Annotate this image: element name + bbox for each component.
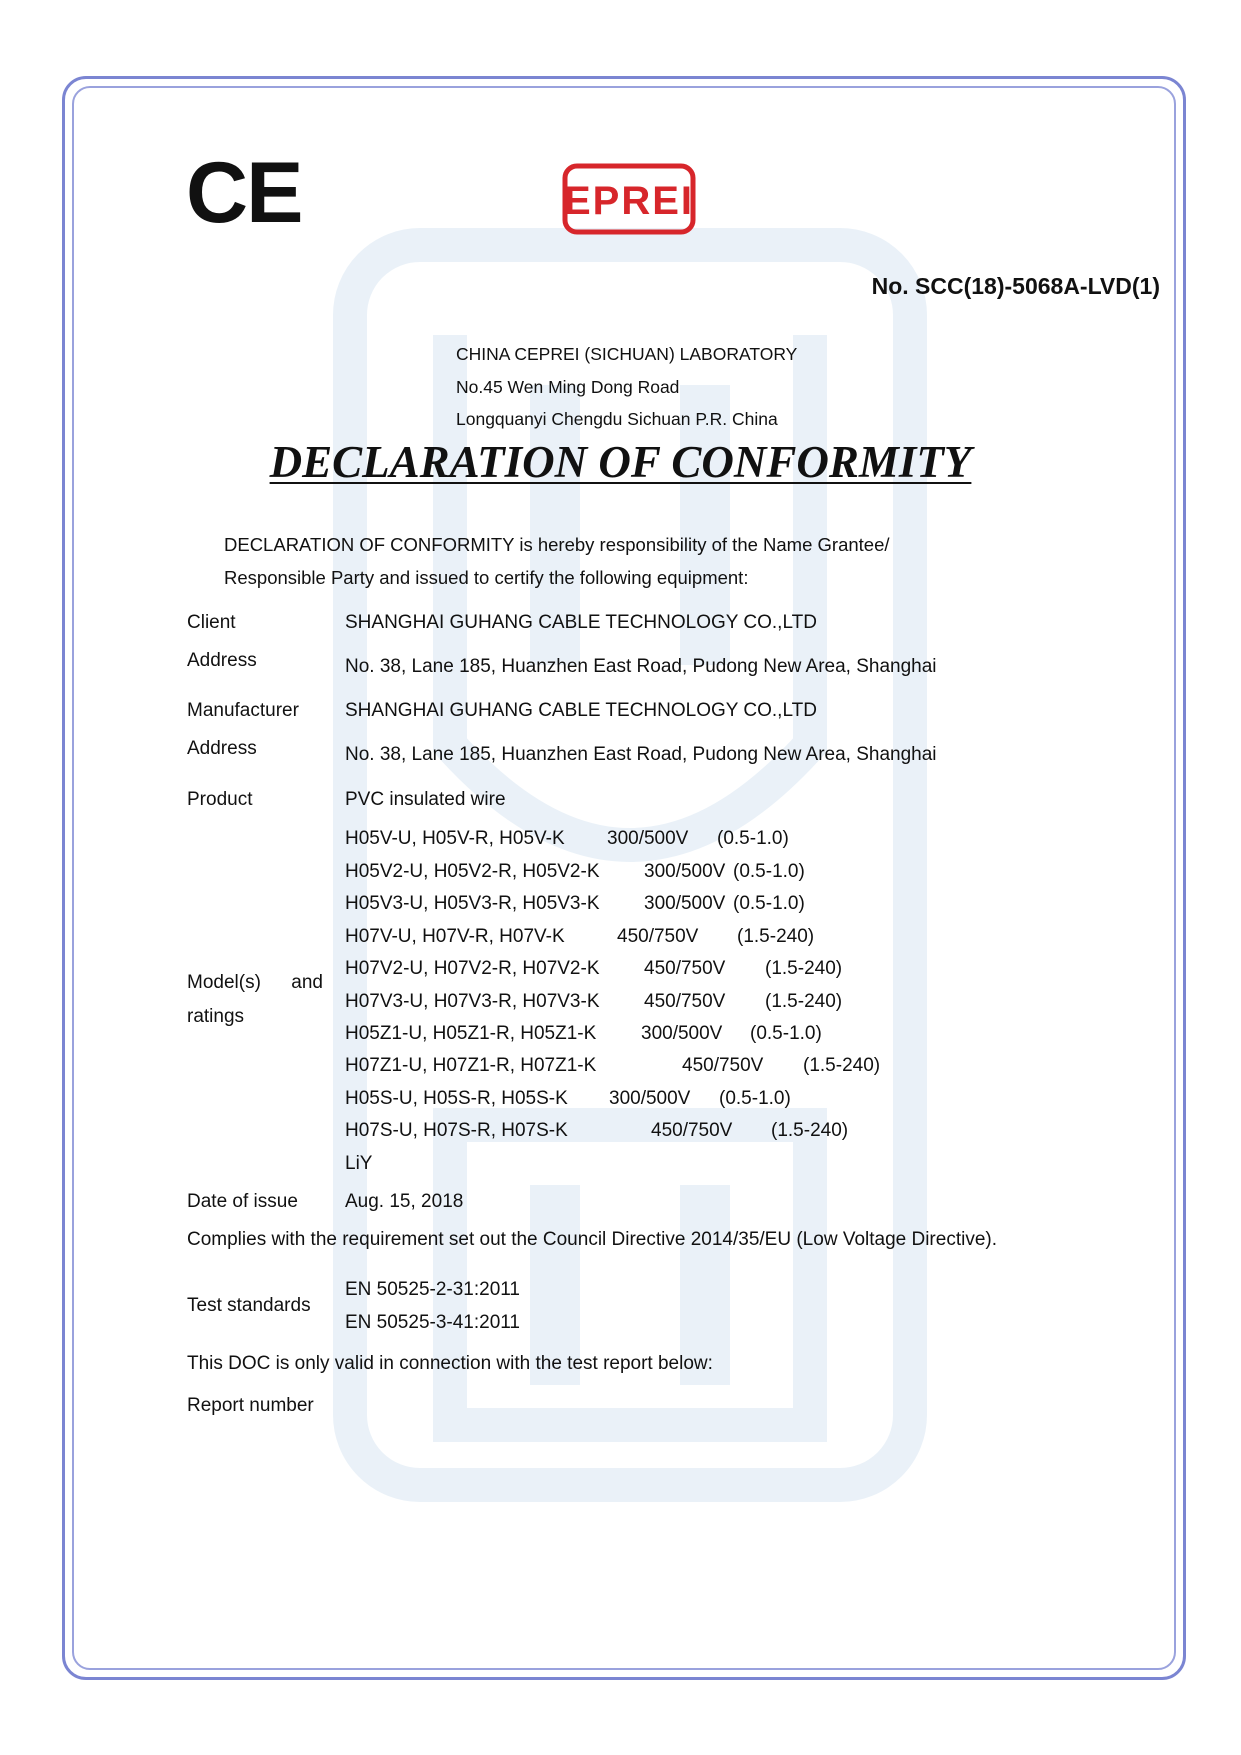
test-standard-item: EN 50525-2-31:2011 xyxy=(345,1279,520,1300)
client-label: Client xyxy=(187,612,236,633)
manufacturer-value: SHANGHAI GUHANG CABLE TECHNOLOGY CO.,LTD xyxy=(345,700,817,721)
model-range: (0.5-1.0) xyxy=(733,893,805,914)
client-address-value: No. 38, Lane 185, Huanzhen East Road, Pudong New Area, Shanghai xyxy=(345,656,937,677)
model-range: (1.5-240) xyxy=(803,1055,881,1076)
model-range: (0.5-1.0) xyxy=(719,1088,791,1109)
model-name: H05Z1-U, H05Z1-R, H05Z1-K xyxy=(345,1023,597,1044)
eprei-logo xyxy=(562,162,698,238)
intro-line1: DECLARATION OF CONFORMITY is hereby responsibility of the Name Grantee/ xyxy=(224,534,890,555)
model-name: H07V3-U, H07V3-R, H07V3-K xyxy=(345,991,600,1012)
model-voltage: 300/500V xyxy=(644,893,726,914)
model-name: H07V2-U, H07V2-R, H07V2-K xyxy=(345,958,600,979)
model-range: (0.5-1.0) xyxy=(733,861,805,882)
compliance-statement: Complies with the requirement set out the Council Directive 2014/35/EU (Low Voltage Directive). xyxy=(187,1229,997,1250)
lab-address-line2: Longquanyi Chengdu Sichuan P.R. China xyxy=(456,409,778,429)
model-voltage: 450/750V xyxy=(644,991,726,1012)
date-of-issue-label: Date of issue xyxy=(187,1191,298,1212)
ce-mark: CE xyxy=(186,145,302,241)
validity-note: This DOC is only valid in connection with the test report below: xyxy=(187,1353,713,1374)
models-label xyxy=(187,966,323,1034)
models-label-line1: Model(s) and xyxy=(187,972,323,993)
model-voltage: 300/500V xyxy=(644,861,726,882)
client-value: SHANGHAI GUHANG CABLE TECHNOLOGY CO.,LTD xyxy=(345,612,817,633)
model-range: (1.5-240) xyxy=(765,958,843,979)
logo-text: EPREI xyxy=(563,179,695,223)
date-of-issue-value: Aug. 15, 2018 xyxy=(345,1191,464,1212)
model-range: (0.5-1.0) xyxy=(717,828,789,849)
model-name: LiY xyxy=(345,1153,373,1174)
certificate-border-inner xyxy=(72,86,1176,1670)
model-voltage: 450/750V xyxy=(644,958,726,979)
test-standard-item: EN 50525-3-41:2011 xyxy=(345,1312,520,1333)
lab-address-line1: No.45 Wen Ming Dong Road xyxy=(456,376,680,397)
model-name: H05V-U, H05V-R, H05V-K xyxy=(345,828,565,849)
test-standards-label: Test standards xyxy=(187,1295,311,1316)
model-range: (1.5-240) xyxy=(771,1120,849,1141)
client-address-label: Address xyxy=(187,650,257,671)
model-voltage: 450/750V xyxy=(651,1120,733,1141)
model-voltage: 450/750V xyxy=(682,1055,764,1076)
product-value: PVC insulated wire xyxy=(345,789,506,810)
report-number-label: Report number xyxy=(187,1395,314,1416)
model-name: H05V2-U, H05V2-R, H05V2-K xyxy=(345,861,600,882)
model-voltage: 450/750V xyxy=(617,926,699,947)
models-label-line2: ratings xyxy=(187,1006,245,1027)
laboratory-block xyxy=(456,338,797,436)
intro-paragraph xyxy=(224,528,890,594)
model-range: (0.5-1.0) xyxy=(750,1023,822,1044)
intro-line2: Responsible Party and issued to certify the following equipment: xyxy=(224,567,749,588)
manufacturer-address-label: Address xyxy=(187,738,257,759)
certificate-number: No. SCC(18)-5068A-LVD(1) xyxy=(871,273,1160,299)
model-voltage: 300/500V xyxy=(609,1088,691,1109)
model-name: H07V-U, H07V-R, H07V-K xyxy=(345,926,565,947)
model-name: H05V3-U, H05V3-R, H05V3-K xyxy=(345,893,600,914)
model-name: H07S-U, H07S-R, H07S-K xyxy=(345,1120,568,1141)
model-voltage: 300/500V xyxy=(607,828,689,849)
model-voltage: 300/500V xyxy=(641,1023,723,1044)
model-name: H05S-U, H05S-R, H05S-K xyxy=(345,1088,568,1109)
manufacturer-address-value: No. 38, Lane 185, Huanzhen East Road, Pudong New Area, Shanghai xyxy=(345,744,937,765)
model-range: (1.5-240) xyxy=(737,926,815,947)
product-label: Product xyxy=(187,789,253,810)
lab-name: CHINA CEPREI (SICHUAN) LABORATORY xyxy=(456,344,798,364)
manufacturer-label: Manufacturer xyxy=(187,700,299,721)
model-range: (1.5-240) xyxy=(765,991,843,1012)
model-name: H07Z1-U, H07Z1-R, H07Z1-K xyxy=(345,1055,597,1076)
document-title: DECLARATION OF CONFORMITY xyxy=(269,437,972,487)
